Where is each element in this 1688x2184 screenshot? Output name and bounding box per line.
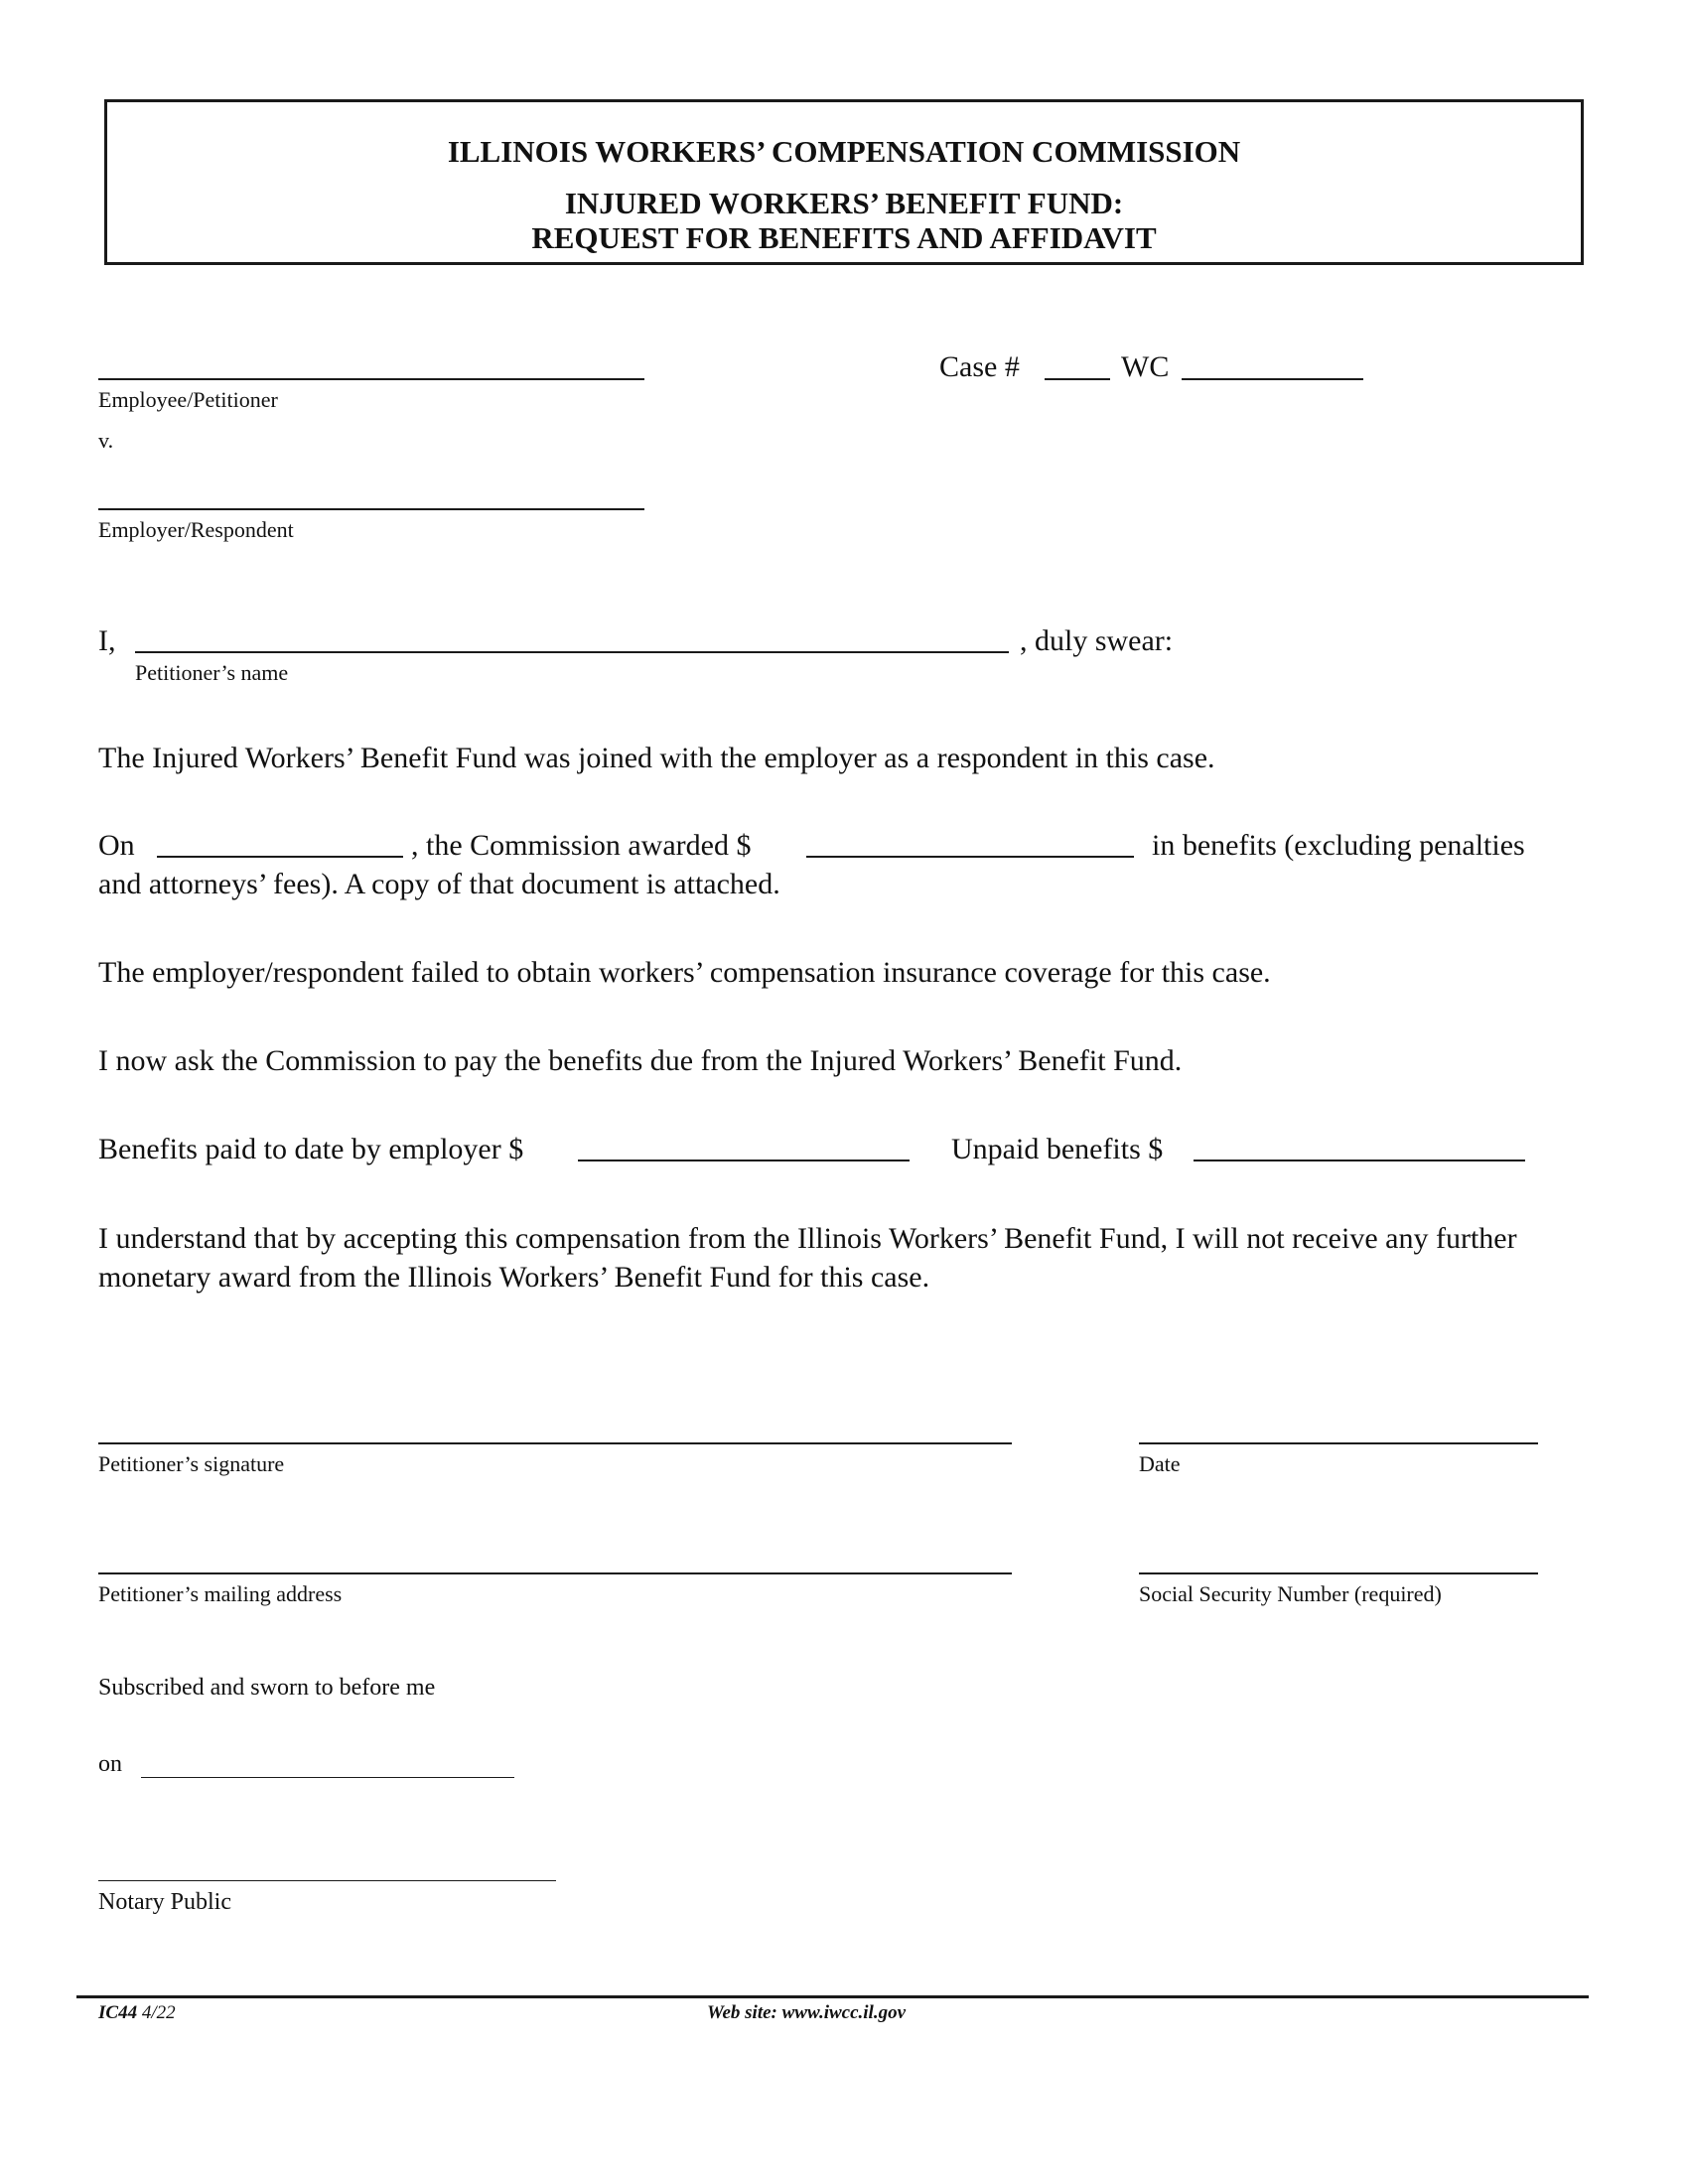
petitioner-name-label: Petitioner’s name <box>135 660 289 685</box>
versus-label: v. <box>98 428 114 453</box>
petitioner-signature-label: Petitioner’s signature <box>98 1451 285 1476</box>
employer-respondent-field[interactable] <box>98 508 644 510</box>
subscribed-text: Subscribed and sworn to before me <box>98 1675 436 1701</box>
benefits-paid-field[interactable] <box>578 1160 910 1161</box>
header-commission: ILLINOIS WORKERS’ COMPENSATION COMMISSION <box>447 134 1241 169</box>
petitioner-signature-field[interactable] <box>98 1442 1012 1444</box>
award-line-two: and attorneys’ fees). A copy of that document is attached. <box>98 868 780 900</box>
petitioner-name-field[interactable] <box>135 651 1009 653</box>
benefits-paid-label: Benefits paid to date by employer $ <box>98 1133 524 1165</box>
footer-website[interactable]: Web site: www.iwcc.il.gov <box>707 2002 907 2023</box>
award-amount-field[interactable] <box>806 856 1134 858</box>
petitioner-address-label: Petitioner’s mailing address <box>98 1581 343 1606</box>
unpaid-benefits-field[interactable] <box>1194 1160 1525 1161</box>
statement-understand: I understand that by accepting this compensation from the Illinois Workers’ Benefit Fund, I will not receive any further monetary award from the Illinois Workers’ Benefit Fund for this case. <box>98 1222 1517 1294</box>
case-number-label: Case # <box>939 350 1020 383</box>
form-header <box>104 99 1584 265</box>
oath-suffix: , duly swear: <box>1020 624 1174 657</box>
employee-petitioner-label: Employee/Petitioner <box>98 387 278 412</box>
form-id-code: IC44 <box>98 2002 138 2023</box>
ssn-field[interactable] <box>1139 1572 1538 1574</box>
case-year-field[interactable] <box>1045 378 1110 380</box>
header-fund: INJURED WORKERS’ BENEFIT FUND: <box>564 186 1124 220</box>
oath-prefix: I, <box>98 624 116 657</box>
sworn-on-label: on <box>98 1751 122 1777</box>
form-id-date: 4/22 <box>141 2002 176 2023</box>
form-id <box>98 2002 176 2024</box>
date-field[interactable] <box>1139 1442 1538 1444</box>
header-title: REQUEST FOR BENEFITS AND AFFIDAVIT <box>531 220 1157 255</box>
employee-petitioner-field[interactable] <box>98 378 644 380</box>
unpaid-benefits-label: Unpaid benefits $ <box>951 1133 1164 1165</box>
sworn-date-field[interactable] <box>141 1777 514 1778</box>
statement-ask: I now ask the Commission to pay the benefits due from the Injured Workers’ Benefit Fund. <box>98 1044 1183 1077</box>
wc-label: WC <box>1121 350 1170 383</box>
statement-joined: The Injured Workers’ Benefit Fund was joined with the employer as a respondent in this case. <box>98 742 1215 774</box>
employer-respondent-label: Employer/Respondent <box>98 517 294 542</box>
date-label: Date <box>1139 1451 1181 1476</box>
ssn-label: Social Security Number (required) <box>1139 1581 1442 1606</box>
wc-number-field[interactable] <box>1182 378 1363 380</box>
notary-signature-field[interactable] <box>98 1880 556 1881</box>
statement-failed: The employer/respondent failed to obtain workers’ compensation insurance coverage for this case. <box>98 956 1271 989</box>
footer-rule <box>76 1995 1589 1998</box>
award-on-label: On <box>98 829 135 862</box>
award-mid-text: , the Commission awarded $ <box>411 829 752 862</box>
award-date-field[interactable] <box>157 856 403 858</box>
award-tail-text: in benefits (excluding penalties <box>1152 829 1525 862</box>
notary-public-label: Notary Public <box>98 1889 231 1915</box>
petitioner-address-field[interactable] <box>98 1572 1012 1574</box>
